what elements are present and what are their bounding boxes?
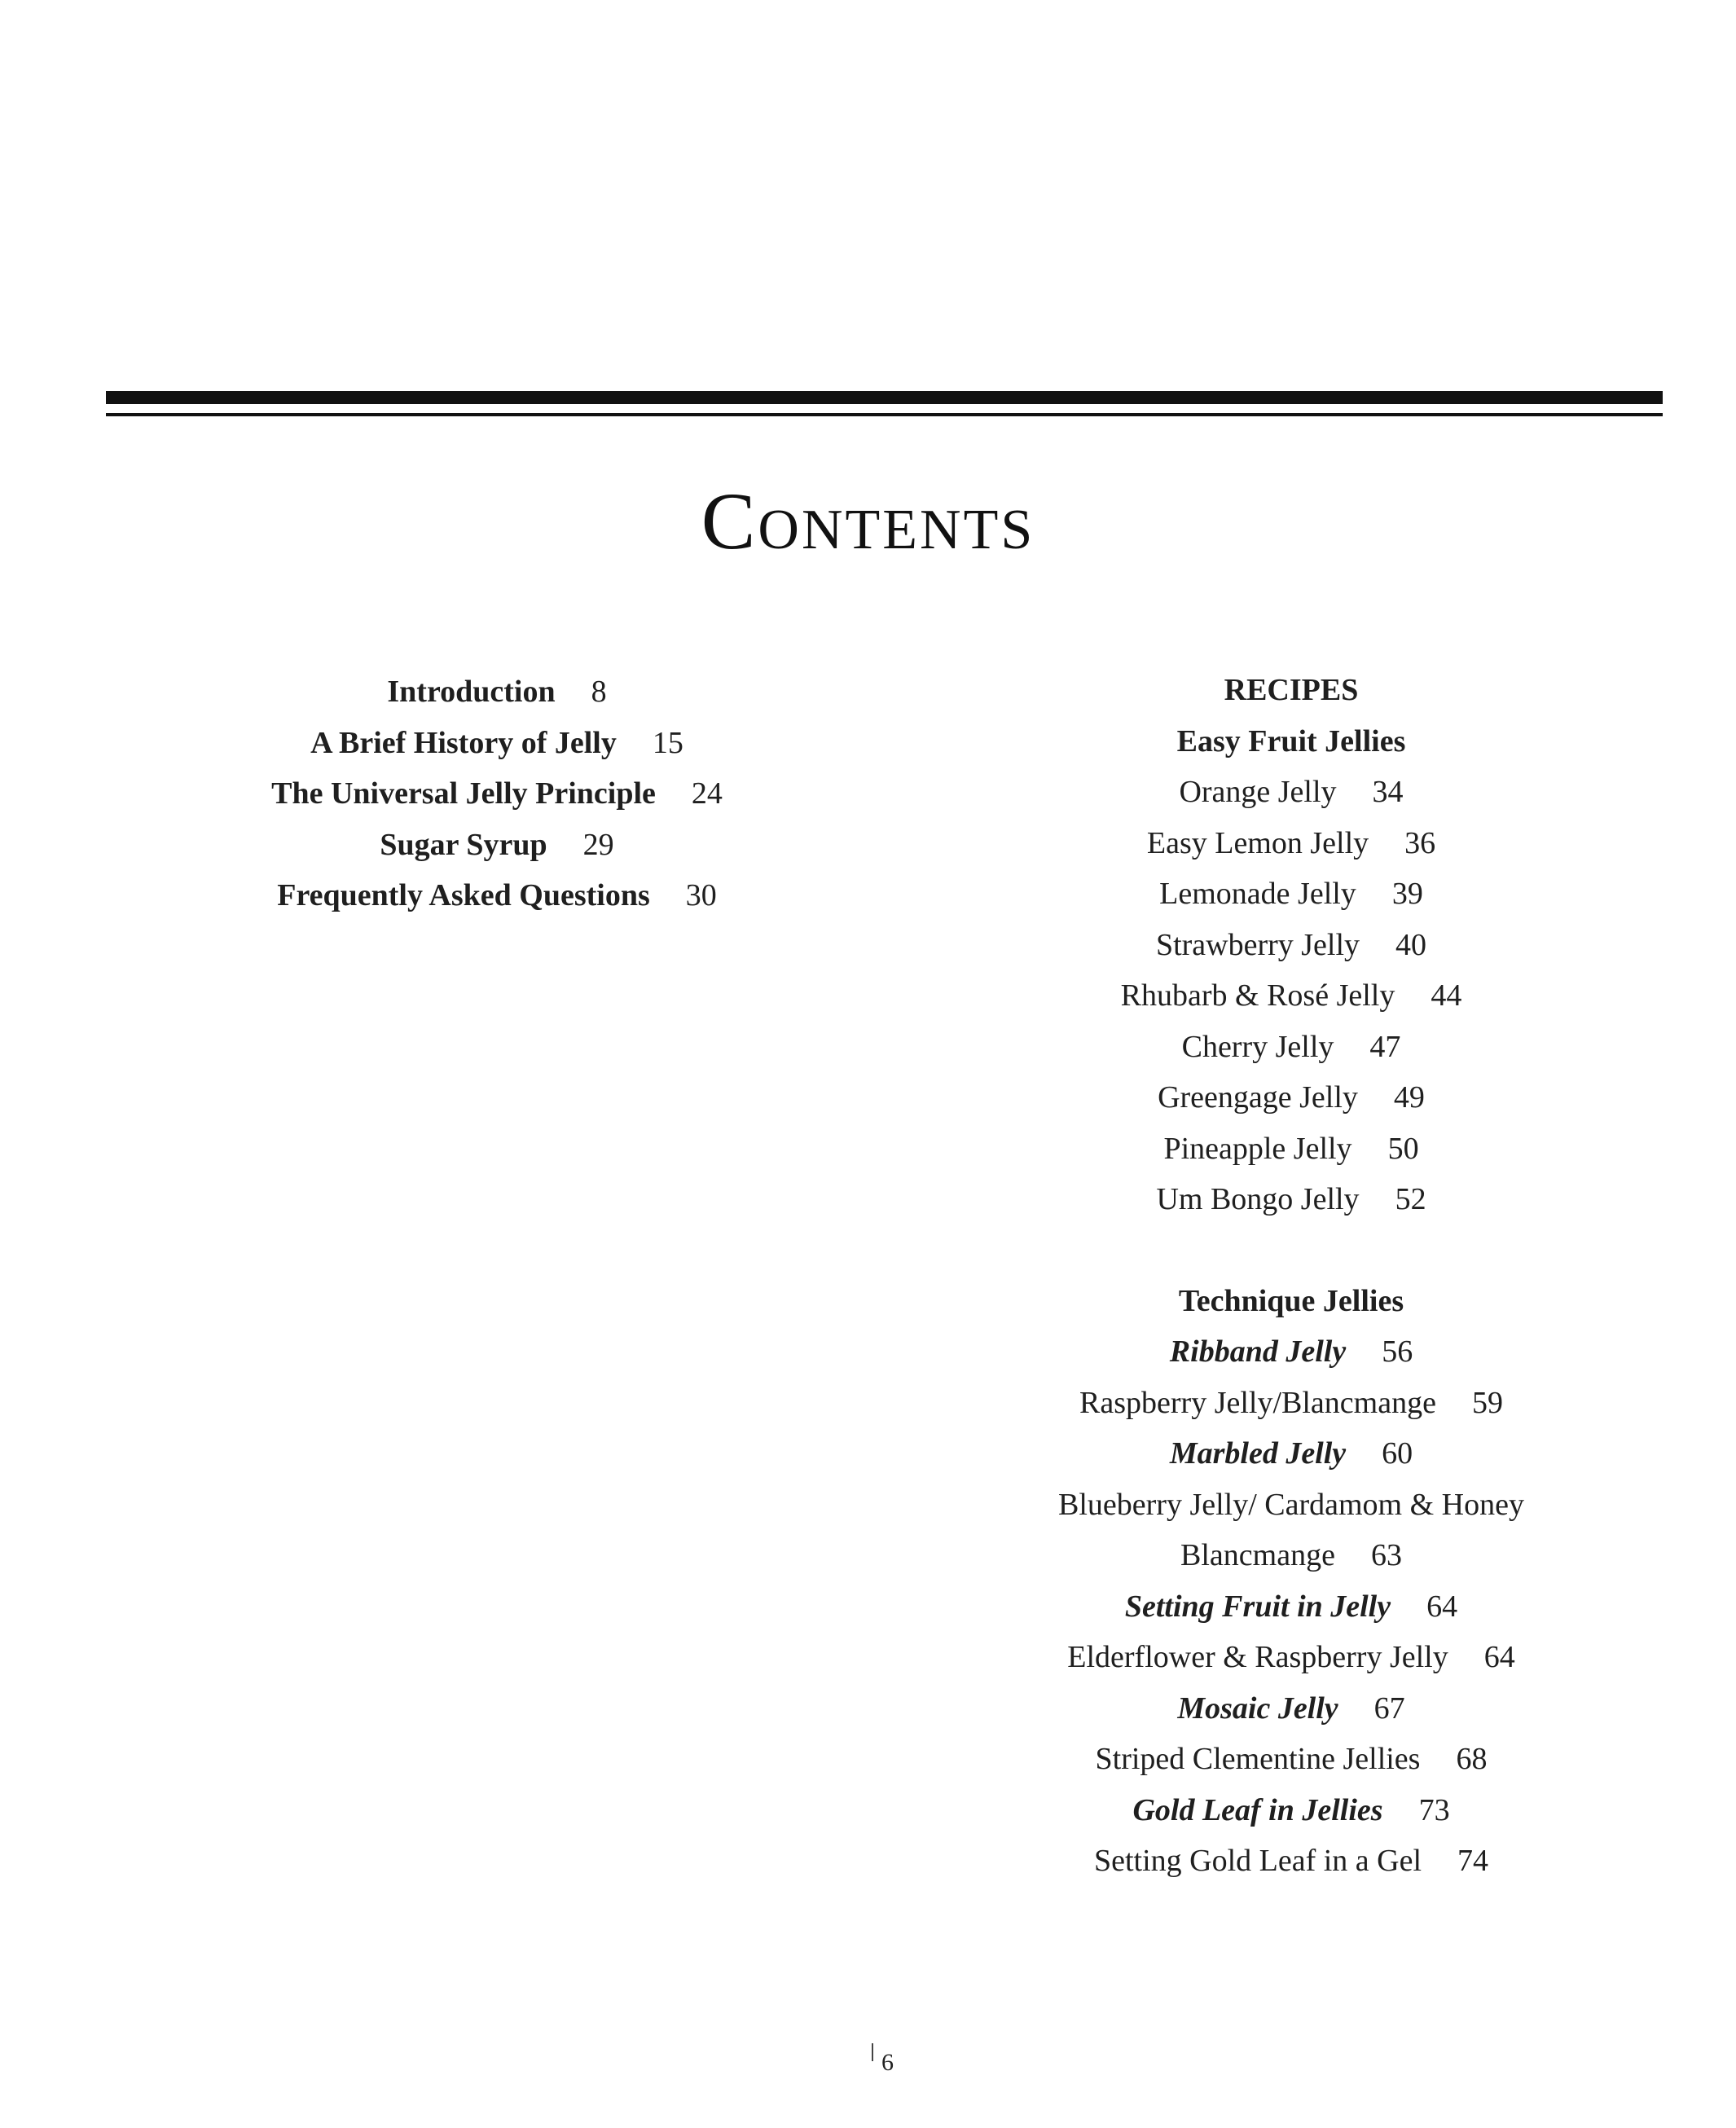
toc-entry-label: Cherry Jelly xyxy=(1181,1029,1334,1064)
toc-entry-label: Striped Clementine Jellies xyxy=(1095,1742,1421,1776)
toc-entry-label: Elderflower & Raspberry Jelly xyxy=(1067,1640,1448,1674)
toc-entry-page: 63 xyxy=(1370,1538,1402,1572)
scan-mark xyxy=(872,2043,873,2061)
toc-entry[interactable] xyxy=(187,768,806,820)
toc-entry-page: 29 xyxy=(582,827,614,862)
toc-entry[interactable] xyxy=(978,1326,1605,1378)
toc-entry-page: 34 xyxy=(1372,775,1404,809)
toc-entry-label: Pineapple Jelly xyxy=(1163,1131,1352,1166)
toc-entry-page: 8 xyxy=(591,675,607,709)
toc-entry-label: Setting Fruit in Jelly xyxy=(1124,1589,1391,1624)
toc-entry[interactable] xyxy=(978,1022,1605,1073)
section-spacer xyxy=(978,1225,1605,1276)
toc-entry-label: Rhubarb & Rosé Jelly xyxy=(1120,978,1395,1013)
toc-entry-label: Marbled Jelly xyxy=(1169,1436,1347,1471)
toc-entry-page: 68 xyxy=(1456,1742,1488,1776)
toc-entry-label: Blueberry Jelly/ Cardamom & Honey xyxy=(1058,1487,1524,1522)
header-rule-thin xyxy=(106,413,1663,416)
toc-entry-page: 50 xyxy=(1387,1131,1419,1166)
toc-entry[interactable] xyxy=(978,1581,1605,1633)
toc-entry[interactable] xyxy=(187,718,806,769)
toc-entry-label: The Universal Jelly Principle xyxy=(271,776,656,811)
toc-entry-page: 73 xyxy=(1418,1792,1450,1827)
recipes-list xyxy=(978,665,1605,1887)
toc-entry-label: Introduction xyxy=(387,675,556,709)
front-matter-list xyxy=(187,666,806,921)
toc-entry[interactable] xyxy=(978,1174,1605,1225)
toc-entry-page: 44 xyxy=(1431,978,1462,1013)
toc-entry[interactable] xyxy=(978,1785,1605,1836)
toc-entry-page: 15 xyxy=(652,725,683,760)
toc-entry-page: 67 xyxy=(1373,1691,1405,1726)
toc-entry-page: 40 xyxy=(1395,927,1427,962)
toc-entry-label: A Brief History of Jelly xyxy=(310,725,617,760)
toc-entry[interactable] xyxy=(978,1378,1605,1429)
technique-heading: Technique Jellies xyxy=(1178,1283,1404,1318)
toc-entry-page: 39 xyxy=(1391,877,1423,911)
toc-entry[interactable] xyxy=(187,870,806,921)
toc-entry-label: Mosaic Jelly xyxy=(1177,1691,1338,1726)
toc-entry-page: 74 xyxy=(1457,1844,1489,1878)
toc-entry-page: 52 xyxy=(1395,1182,1426,1216)
toc-entry[interactable] xyxy=(978,920,1605,971)
toc-entry[interactable] xyxy=(978,1632,1605,1683)
toc-entry[interactable] xyxy=(978,1530,1605,1581)
page-number: 6 xyxy=(881,2049,894,2076)
toc-entry-page: 36 xyxy=(1404,825,1436,860)
toc-entry-label: Blancmange xyxy=(1180,1538,1335,1572)
toc-entry-page: 47 xyxy=(1369,1029,1401,1064)
header-rule-thick xyxy=(106,391,1663,404)
toc-entry-page: 59 xyxy=(1471,1385,1503,1420)
toc-entry[interactable] xyxy=(978,818,1605,869)
toc-entry-label: Um Bongo Jelly xyxy=(1156,1182,1360,1216)
recipes-heading: RECIPES xyxy=(1224,673,1359,707)
toc-entry[interactable] xyxy=(978,1734,1605,1785)
toc-entry-label: Easy Lemon Jelly xyxy=(1146,825,1369,860)
toc-entry-page: 24 xyxy=(691,776,723,811)
toc-entry[interactable] xyxy=(978,1836,1605,1887)
toc-entry-page: 56 xyxy=(1382,1334,1413,1369)
toc-entry[interactable] xyxy=(978,1123,1605,1175)
page-title: Contents xyxy=(701,476,1035,566)
toc-entry[interactable] xyxy=(978,1072,1605,1123)
toc-entry-page: 64 xyxy=(1426,1589,1458,1624)
toc-entry-label: Orange Jelly xyxy=(1179,775,1337,809)
toc-entry-page: 60 xyxy=(1382,1436,1413,1471)
toc-entry-page: 64 xyxy=(1483,1640,1515,1674)
toc-entry-label: Gold Leaf in Jellies xyxy=(1132,1792,1383,1827)
toc-entry-label: Setting Gold Leaf in a Gel xyxy=(1093,1844,1422,1878)
toc-entry-label: Sugar Syrup xyxy=(380,827,547,862)
easy-fruit-heading: Easy Fruit Jellies xyxy=(1176,723,1406,758)
toc-entry-label: Strawberry Jelly xyxy=(1155,927,1360,962)
toc-entry[interactable] xyxy=(978,970,1605,1022)
toc-entry-label: Raspberry Jelly/Blancmange xyxy=(1079,1385,1436,1420)
toc-entry-page: 49 xyxy=(1393,1080,1425,1115)
toc-entry[interactable] xyxy=(978,1683,1605,1734)
toc-entry[interactable] xyxy=(978,1428,1605,1479)
toc-entry[interactable] xyxy=(187,820,806,871)
toc-entry[interactable] xyxy=(187,666,806,718)
toc-entry-label: Ribband Jelly xyxy=(1169,1334,1347,1369)
toc-entry[interactable] xyxy=(978,868,1605,920)
toc-entry[interactable] xyxy=(978,767,1605,818)
toc-entry-label: Lemonade Jelly xyxy=(1159,877,1356,911)
toc-entry[interactable] xyxy=(978,1479,1605,1531)
toc-entry-label: Greengage Jelly xyxy=(1158,1080,1358,1115)
toc-entry-label: Frequently Asked Questions xyxy=(277,878,650,912)
toc-entry-page: 30 xyxy=(685,878,717,912)
